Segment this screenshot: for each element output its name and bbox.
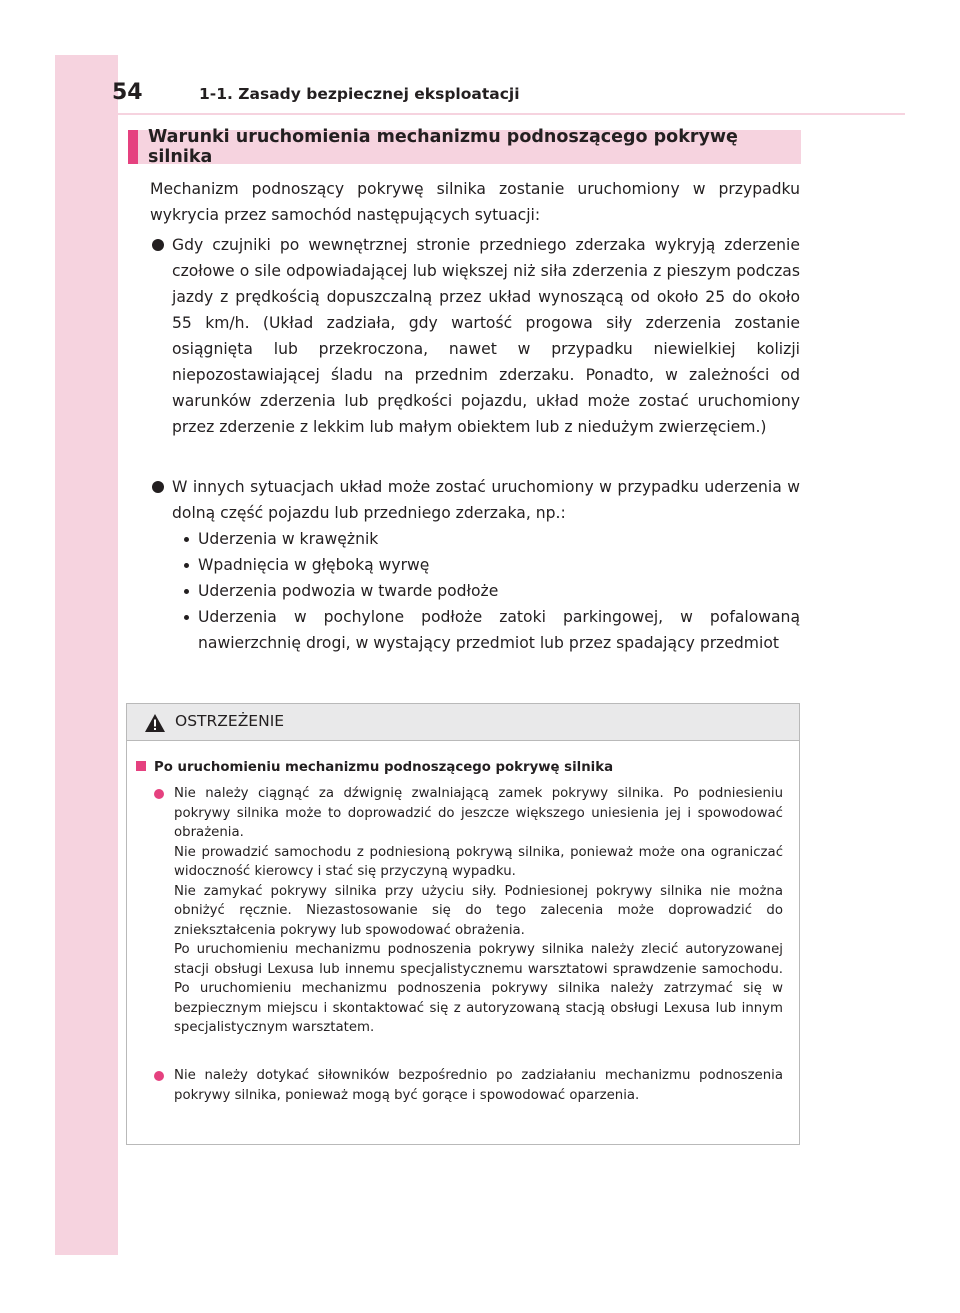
list-item-text: Gdy czujniki po wewnętrznej stronie przedniego zderzaka wykryją zderzenie czołowe o sile odpowiadającej lub większej niż siła zderzenia z pieszym podczas jazdy z prędkością dopuszczalną przez układ wynoszącą od około 25 do około 55 km/h. (Układ zadziała, gdy wartość progowa siły zderzenia zostanie osiągnięta lub przekroczona, nawet w przypadku niewielkiej kolizji niepozostawiającej śladu na przednim zderzaku. Ponadto, w zależności od warunków zderzenia lub prędkości pojazdu, układ może zostać uruchomiony przez zderzenie z lekkim lub małym obiektem lub z niedużym zwierzęciem.) xyxy=(172,236,800,436)
warning-paragraph: Nie zamykać pokrywy silnika przy użyciu siły. Podniesionej pokrywy silnika nie można obniżyć ręcznie. Niezastosowanie się do tego zalecenia może doprowadzić do zniekształcenia pokrywy lub spowodować obrażenia. xyxy=(174,883,783,938)
warning-paragraph: Po uruchomieniu mechanizmu podnoszenia pokrywy silnika należy zlecić autoryzowanej stacji obsługi Lexusa lub innemu specjalistycznemu warsztatowi sprawdzenie samochodu. Po uruchomieniu mechanizmu podnoszenia pokrywy silnika należy zatrzymać się w bezpiecznym miejscu i skontaktować się z autoryzowaną stacją obsługi Lexusa lub innym specjalistycznym warsztatem. xyxy=(174,942,783,1035)
section-heading-text: Warunki uruchomienia mechanizmu podnoszącego pokrywę silnika xyxy=(148,127,738,167)
red-bullet-icon xyxy=(154,789,164,799)
warning-paragraph: Nie prowadzić samochodu z podniesioną pokrywą silnika, ponieważ może ona ograniczać widoczność kierowcy i stać się przyczyną wypadku. xyxy=(174,844,783,879)
warning-list-item xyxy=(154,1066,783,1105)
sub-list-item-text: Wpadnięcia w głęboką wyrwę xyxy=(198,556,430,574)
warning-box xyxy=(126,703,800,1145)
bullet-dot-icon xyxy=(152,239,164,251)
sub-list-item-text: Uderzenia podwozia w twarde podłoże xyxy=(198,582,499,600)
small-bullet-icon xyxy=(184,589,189,594)
warning-subheading-text: Po uruchomieniu mechanizmu podnoszącego pokrywę silnika xyxy=(154,760,614,775)
warning-item-text: Nie należy dotykać siłowników bezpośrednio po zadziałaniu mechanizmu podnoszenia pokrywy silnika, ponieważ mogą być gorące i spowodować oparzenia. xyxy=(174,1068,783,1103)
section-heading xyxy=(128,127,801,167)
chapter-title: 1-1. Zasady bezpiecznej eksploatacji xyxy=(199,85,520,103)
sub-list-item-text: Uderzenia w krawężnik xyxy=(198,530,379,548)
page-number: 54 xyxy=(112,80,143,105)
warning-paragraph: Nie należy ciągnąć za dźwignię zwalniającą zamek pokrywy silnika. Po podniesieniu pokrywy silnika może to doprowadzić do jeszcze większego uniesienia jej i spowodować obrażenia. xyxy=(174,786,783,840)
intro-paragraph: Mechanizm podnoszący pokrywę silnika zostanie uruchomiony w przypadku wykrycia przez samochód następujących sytuacji: xyxy=(150,180,800,224)
sub-list-item xyxy=(183,526,800,552)
warning-label: OSTRZEŻENIE xyxy=(175,712,285,730)
list-item xyxy=(150,232,800,440)
square-marker-icon xyxy=(136,761,146,771)
small-bullet-icon xyxy=(184,537,189,542)
warning-item-text xyxy=(154,784,783,1038)
sub-list xyxy=(183,526,800,656)
bullet-dot-icon xyxy=(152,481,164,493)
red-bullet-icon xyxy=(154,1071,164,1081)
warning-triangle-icon xyxy=(144,713,166,733)
sub-list-item xyxy=(183,604,800,656)
warning-list-item xyxy=(154,784,783,1038)
list-item xyxy=(150,474,800,526)
sub-list-item xyxy=(183,578,800,604)
small-bullet-icon xyxy=(184,615,189,620)
side-color-band xyxy=(55,55,118,1255)
warning-header xyxy=(127,704,799,741)
warning-subheading xyxy=(136,760,613,775)
small-bullet-icon xyxy=(184,563,189,568)
sub-list-item-text: Uderzenia w pochylone podłoże zatoki parkingowej, w pofalowaną nawierzchnię drogi, w wystający przedmiot lub przez spadający przedmiot xyxy=(198,608,800,652)
list-item-text: W innych sytuacjach układ może zostać uruchomiony w przypadku uderzenia w dolną część pojazdu lub przedniego zderzaka, np.: xyxy=(172,478,800,522)
sub-list-item xyxy=(183,552,800,578)
